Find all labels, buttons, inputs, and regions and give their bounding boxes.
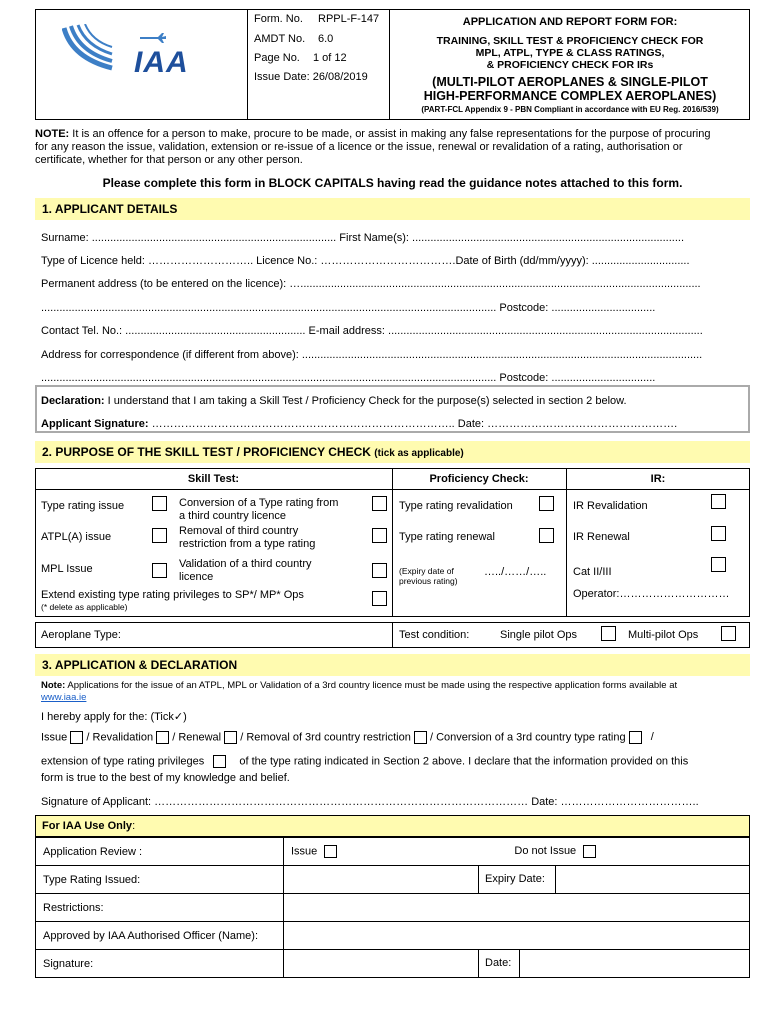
note-line-3: certificate, whether for that person or any other person. xyxy=(35,154,303,166)
atpl-issue-label: ATPL(A) issue xyxy=(41,531,112,543)
logo-text: IAA xyxy=(134,46,189,79)
type-rating-issue-label: Type rating issue xyxy=(41,500,125,512)
extension-label: extension of type rating privileges xyxy=(41,755,205,768)
cat-checkbox[interactable] xyxy=(711,557,726,572)
delete-note: (* delete as applicable) xyxy=(41,602,128,612)
approved-by-label: Approved by IAA Authorised Officer (Name): xyxy=(36,922,284,950)
amdt-value: 6.0 xyxy=(318,33,334,45)
apply-for: I hereby apply for the: (Tick✓) xyxy=(41,711,187,723)
aeroplane-type-label[interactable]: Aeroplane Type: xyxy=(41,629,121,641)
licence-field[interactable]: Type of Licence held: ……………………….. Licence No.: ……………………………….Date of Birth (dd/mm/yyyy): ................................ xyxy=(41,255,690,267)
title-line-7: (PART-FCL Appendix 9 - PBN Compliant in accordance with EU Reg. 2016/539) xyxy=(421,105,719,114)
postcode-field-2[interactable]: ..................................................................................................................................................... Postcode: .................................. xyxy=(41,372,656,384)
type-rating-issued-value[interactable] xyxy=(284,866,479,894)
renewal-option-label: / Renewal xyxy=(172,731,222,744)
expiry-date-value[interactable] xyxy=(556,866,749,893)
cat-label: Cat II/III xyxy=(573,566,612,578)
extension-checkbox[interactable] xyxy=(213,755,226,768)
issue-option-checkbox[interactable] xyxy=(70,731,83,744)
iaa-logo xyxy=(62,24,212,84)
validation-checkbox[interactable] xyxy=(372,563,387,578)
issue-checkbox[interactable] xyxy=(324,845,337,858)
col-skill-test: Skill Test: xyxy=(187,473,240,485)
issue-option-label: Issue xyxy=(41,731,68,744)
removal-option-label: / Removal of 3rd country restriction xyxy=(240,731,411,744)
form-true-statement: form is true to the best of my knowledge and belief. xyxy=(41,772,290,784)
iaa-website-link[interactable]: www.iaa.ie xyxy=(41,692,87,703)
prof-revalidation-checkbox[interactable] xyxy=(539,496,554,511)
amdt-label: AMDT No. xyxy=(254,33,306,45)
page-value: 1 of 12 xyxy=(313,52,347,64)
conversion-line-2: a third country licence xyxy=(179,510,286,522)
signature-of-applicant-field[interactable]: Signature of Applicant: ………………………………………………………………………………………… Date: ……………………………….. xyxy=(41,796,699,808)
revalidation-option-checkbox[interactable] xyxy=(156,731,169,744)
note-block xyxy=(35,128,755,167)
aeroplane-row-divider xyxy=(392,622,393,648)
removal-line-2: restriction from a type rating xyxy=(179,538,316,550)
section-2-title-note: (tick as applicable) xyxy=(374,448,464,459)
prof-renewal-checkbox[interactable] xyxy=(539,528,554,543)
col-proficiency-check: Proficiency Check: xyxy=(429,473,529,485)
test-condition-label: Test condition: xyxy=(399,629,470,641)
applicant-signature-line: ……………………………………………………………………….. Date: ……………………………………………. xyxy=(148,418,678,430)
note-label: NOTE: xyxy=(35,128,70,140)
section-2-title-text: 2. PURPOSE OF THE SKILL TEST / PROFICIENCY CHECK xyxy=(42,445,371,459)
apply-options-row xyxy=(41,731,654,744)
form-no-value: RPPL-F-147 xyxy=(318,13,380,25)
prof-renewal-label: Type rating renewal xyxy=(399,531,495,543)
expiry-cell xyxy=(479,866,750,894)
title-line-4: & PROFICIENCY CHECK FOR IRs xyxy=(486,59,654,71)
surname-field[interactable]: Surname: ................................................................................ First Name(s): ......................................................................................... xyxy=(41,232,685,244)
conversion-option-checkbox[interactable] xyxy=(629,731,642,744)
removal-label xyxy=(179,525,315,551)
do-not-issue-label: Do not Issue xyxy=(514,845,577,858)
signature-label: Signature: xyxy=(36,950,284,978)
date-cell xyxy=(479,950,750,978)
section-3-note-label: Note: xyxy=(41,680,66,691)
removal-option-checkbox[interactable] xyxy=(414,731,427,744)
expiry-note xyxy=(399,566,458,586)
validation-label xyxy=(179,558,311,584)
approved-by-value[interactable] xyxy=(284,922,750,950)
section-3-note xyxy=(41,680,741,704)
declaration-label: Declaration: xyxy=(41,395,105,407)
extension-row xyxy=(41,755,688,768)
section-3-title: 3. APPLICATION & DECLARATION xyxy=(35,654,750,676)
contact-field[interactable]: Contact Tel. No.: ........................................................... E-mail address: ....................................................................................................... xyxy=(41,325,703,337)
page-label: Page No. xyxy=(254,52,300,64)
declaration-text: I understand that I am taking a Skill Test / Proficiency Check for the purpose(s) selected in section 2 below. xyxy=(104,395,627,407)
title-line-5: (MULTI-PILOT AEROPLANES & SINGLE-PILOT xyxy=(432,75,708,89)
section-3-note-text: Applications for the issue of an ATPL, MPL or Validation of a 3rd country licence must be made using the respective application forms available at xyxy=(65,680,678,691)
applicant-signature-field[interactable] xyxy=(41,418,677,430)
restrictions-label: Restrictions: xyxy=(36,894,284,922)
permanent-address-field[interactable]: Permanent address (to be entered on the licence): …................................................................................................................................... xyxy=(41,278,701,290)
iaa-use-table xyxy=(35,837,750,978)
date-value[interactable] xyxy=(520,950,749,977)
revalidation-option-label: / Revalidation xyxy=(86,731,154,744)
purpose-col-divider-1 xyxy=(392,468,393,617)
correspondence-address-field[interactable]: Address for correspondence (if different from above): ................................................................................................................................... xyxy=(41,349,703,361)
validation-line-1: Validation of a third country xyxy=(179,558,312,570)
single-pilot-label: Single pilot Ops xyxy=(500,629,578,641)
type-rating-issue-checkbox[interactable] xyxy=(152,496,167,511)
app-review-label: Application Review : xyxy=(36,838,284,866)
operator-field[interactable]: Operator:………………………… xyxy=(573,588,730,600)
app-review-cell xyxy=(284,838,750,866)
declaration xyxy=(41,395,627,407)
type-rating-issued-label: Type Rating Issued: xyxy=(36,866,284,894)
form-title xyxy=(390,16,750,114)
conversion-label xyxy=(179,497,338,523)
do-not-issue-checkbox[interactable] xyxy=(583,845,596,858)
issue-date: Issue Date: 26/08/2019 xyxy=(254,71,368,83)
issue-label: Issue xyxy=(291,845,318,858)
title-line-3: MPL, ATPL, TYPE & CLASS RATINGS, xyxy=(475,47,665,59)
form-no-label: Form. No. xyxy=(254,13,303,25)
ir-renewal-checkbox[interactable] xyxy=(711,526,726,541)
renewal-option-checkbox[interactable] xyxy=(224,731,237,744)
prof-revalidation-label: Type rating revalidation xyxy=(399,500,513,512)
extend-label: Extend existing type rating privileges to SP*/ MP* Ops xyxy=(41,589,304,601)
purpose-col-divider-2 xyxy=(566,468,567,617)
atpl-issue-checkbox[interactable] xyxy=(152,528,167,543)
postcode-field-1[interactable]: ..................................................................................................................................................... Postcode: .................................. xyxy=(41,302,656,314)
multi-pilot-checkbox[interactable] xyxy=(721,626,736,641)
mpl-issue-label: MPL Issue xyxy=(41,563,93,575)
expiry-date-label: Expiry Date: xyxy=(479,866,556,893)
title-line-6: HIGH-PERFORMANCE COMPLEX AEROPLANES) xyxy=(423,89,717,103)
iaa-use-title-bar xyxy=(35,815,750,837)
instruction: Please complete this form in BLOCK CAPITALS having read the guidance notes attached to this form. xyxy=(102,176,683,190)
col-ir: IR: xyxy=(650,473,666,485)
note-line-1: It is an offence for a person to make, procure to be made, or assist in making any false representations for the purpose of procuring xyxy=(69,128,711,140)
options-trailing-slash: / xyxy=(650,731,654,744)
conversion-line-1: Conversion of a Type rating from xyxy=(179,497,339,509)
removal-line-1: Removal of third country xyxy=(179,525,299,537)
date-label: Date: xyxy=(479,950,520,977)
mpl-issue-checkbox[interactable] xyxy=(152,563,167,578)
title-line-2: TRAINING, SKILL TEST & PROFICIENCY CHECK FOR xyxy=(436,35,704,47)
applicant-signature-label: Applicant Signature: xyxy=(41,418,149,430)
iaa-use-title-colon: : xyxy=(132,820,136,832)
ir-renewal-label: IR Renewal xyxy=(573,531,630,543)
header-divider-1 xyxy=(247,9,248,120)
extend-checkbox[interactable] xyxy=(372,591,387,606)
multi-pilot-label: Multi-pilot Ops xyxy=(628,629,699,641)
expiry-date-field[interactable]: …../……/….. xyxy=(484,566,547,578)
section-2-title xyxy=(35,441,750,463)
expiry-line-1: (Expiry date of xyxy=(399,566,454,576)
title-line-1: APPLICATION AND REPORT FORM FOR: xyxy=(462,16,678,28)
ir-revalidation-label: IR Revalidation xyxy=(573,500,648,512)
note-line-2: for any reason the issue, validation, extension or re-issue of a licence or the issue, renewal or revalidation of a rating, authorisation or xyxy=(35,141,683,153)
extension-rest: of the type rating indicated in Section 2 above. I declare that the information provided on this xyxy=(239,755,689,768)
expiry-line-2: previous rating) xyxy=(399,576,458,586)
conversion-option-label: / Conversion of a 3rd country type rating xyxy=(429,731,626,744)
section-1-title: 1. APPLICANT DETAILS xyxy=(35,198,750,220)
validation-line-2: licence xyxy=(179,571,214,583)
ir-revalidation-checkbox[interactable] xyxy=(711,494,726,509)
conversion-checkbox[interactable] xyxy=(372,496,387,511)
removal-checkbox[interactable] xyxy=(372,528,387,543)
single-pilot-checkbox[interactable] xyxy=(601,626,616,641)
restrictions-value[interactable] xyxy=(284,894,750,922)
signature-value[interactable] xyxy=(284,950,479,978)
iaa-use-title: For IAA Use Only xyxy=(42,820,133,832)
